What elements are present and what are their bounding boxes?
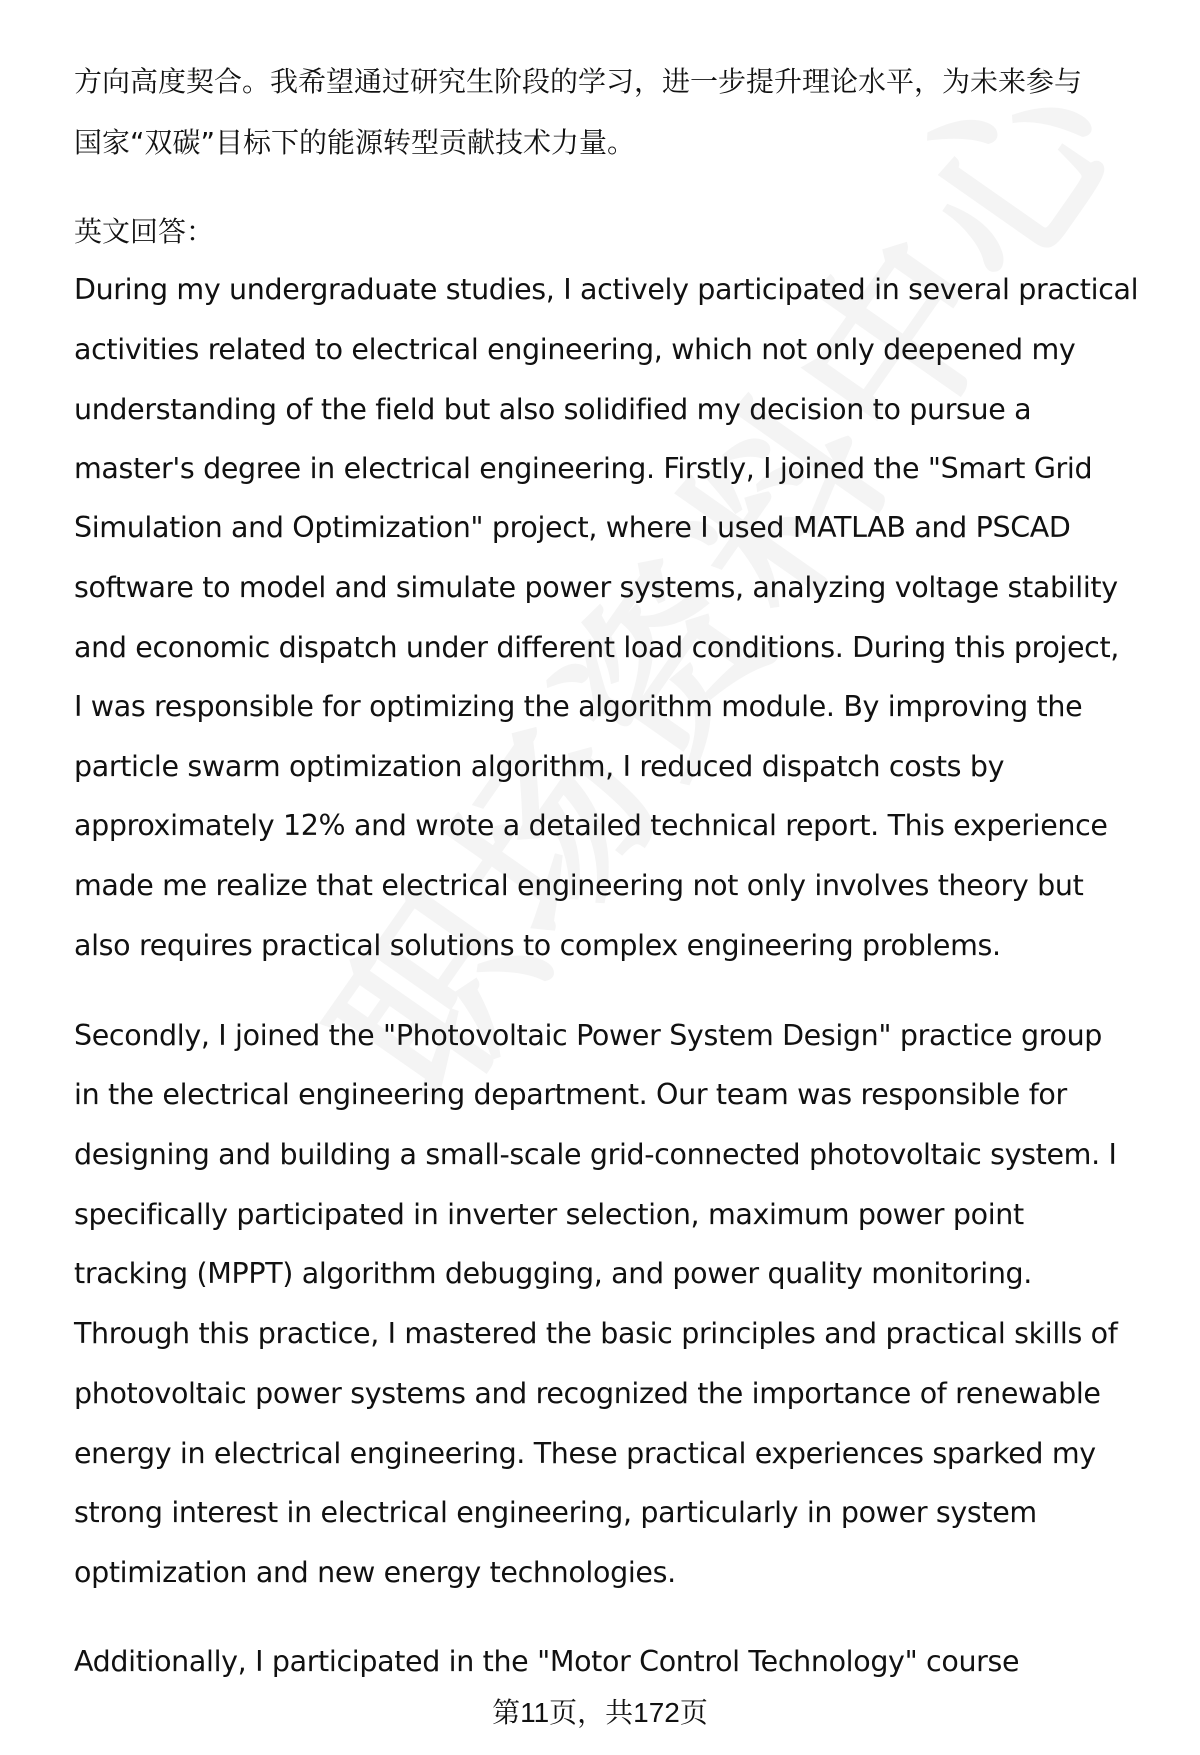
paragraph-line: strong interest in electrical engineering, particularly in power system: [74, 1496, 1037, 1529]
paragraph-line: understanding of the field but also solidified my decision to pursue a: [74, 393, 1032, 426]
paragraph-line: activities related to electrical engineering, which not only deepened my: [74, 333, 1076, 366]
paragraph-line: tracking (MPPT) algorithm debugging, and power quality monitoring.: [74, 1257, 1033, 1290]
paragraph-line: I was responsible for optimizing the algorithm module. By improving the: [74, 690, 1083, 723]
chinese-text-line: 国家“双碳”目标下的能源转型贡献技术力量。: [74, 126, 636, 159]
paragraph-line: Through this practice, I mastered the basic principles and practical skills of: [74, 1317, 1118, 1350]
paragraph-line: Secondly, I joined the "Photovoltaic Power System Design" practice group: [74, 1019, 1103, 1052]
paragraph-line: designing and building a small-scale grid-connected photovoltaic system. I: [74, 1138, 1117, 1171]
paragraph-line: optimization and new energy technologies.: [74, 1556, 676, 1589]
paragraph-line: in the electrical engineering department. Our team was responsible for: [74, 1078, 1067, 1111]
english-answer-heading: 英文回答：: [74, 215, 215, 248]
paragraph-line: and economic dispatch under different load conditions. During this project,: [74, 631, 1120, 664]
paragraph-line: master's degree in electrical engineering. Firstly, I joined the "Smart Grid: [74, 452, 1093, 485]
page-indicator: 第11页，共172页: [492, 1697, 708, 1728]
paragraph-line: Simulation and Optimization" project, where I used MATLAB and PSCAD: [74, 511, 1071, 544]
paragraph-line: During my undergraduate studies, I actively participated in several practical: [74, 273, 1139, 306]
paragraph-line: photovoltaic power systems and recognized the importance of renewable: [74, 1377, 1101, 1410]
paragraph-line: energy in electrical engineering. These practical experiences sparked my: [74, 1437, 1096, 1470]
paragraph-line: particle swarm optimization algorithm, I reduced dispatch costs by: [74, 750, 1005, 783]
paragraph-line: also requires practical solutions to complex engineering problems.: [74, 929, 1001, 962]
paragraph-line: software to model and simulate power systems, analyzing voltage stability: [74, 571, 1118, 604]
paragraph-line: approximately 12% and wrote a detailed technical report. This experience: [74, 809, 1108, 842]
paragraph-line: specifically participated in inverter selection, maximum power point: [74, 1198, 1024, 1231]
paragraph-line: Additionally, I participated in the "Motor Control Technology" course: [74, 1645, 1020, 1678]
paragraph-line: made me realize that electrical engineering not only involves theory but: [74, 869, 1084, 902]
chinese-text-line: 方向高度契合。我希望通过研究生阶段的学习，进一步提升理论水平，为未来参与: [74, 65, 1083, 98]
